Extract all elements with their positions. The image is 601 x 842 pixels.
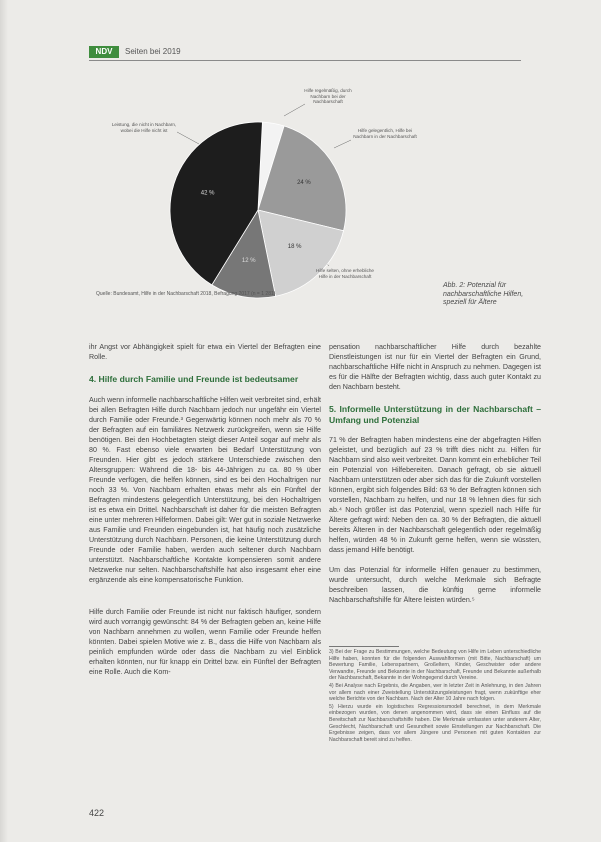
left-column bbox=[89, 342, 321, 677]
section-4-heading: 4. Hilfe durch Familie und Freunde ist bedeutsamer bbox=[89, 374, 299, 384]
figure-source-note: Quelle: Bundesamt, Hilfe in der Nachbarschaft 2018, Befragung 2017 (n = 1 281) bbox=[96, 291, 276, 297]
header-rule bbox=[89, 60, 521, 61]
footnote-4: 4) Bei Analyse nach Ergebnis, die Angaben, wer in letzter Zeit in Anlehnung, in den Jahren vor allem nach einer Zweistellung Unterstützungsleistungen fragt, wenn zukünftige eher welche Berichte von der Nachbarn. Nach der Alter 10 Jahre nach folgen. bbox=[329, 682, 541, 703]
pie-label-bottom-right: Hilfe selten, ohne erhebliche Hilfe in der Nachbarschaft bbox=[316, 268, 374, 279]
pie-label-top-right: Hilfe regelmäßig, durch Nachbarn bei der Nachbarschaft bbox=[304, 88, 352, 105]
pie-value-label-2: 24 % bbox=[297, 179, 311, 186]
right-intro-paragraph: pensation nachbarschaftlicher Hilfe durch bezahlte Dienstleistungen ist nur für ein Viertel der Befragten ein Grund, nachbarschaftliche Hilfe nicht in Anspruch zu nehmen. Dagegen ist es für die Hälfte der Befragten wichtig, dass auch guter Kontakt zu den Nachbarn besteht. bbox=[329, 343, 541, 391]
pie-value-label-3: 18 % bbox=[287, 244, 302, 251]
journal-header-title: Seiten bei 2019 bbox=[125, 47, 181, 56]
section-4-paragraph-1: Auch wenn informelle nachbarschaftliche Hilfen weit verbreitet sind, erhält bei allen Befragten Hilfe durch Nachbarn jedoch nur ungefähr ein Viertel durch Familie oder Freunde.³ Gegenwärtig können noch mehr als 70 % der Befragten auf ein familiäres Netzwerk zurückgreifen, wenn sie Hilfe benötigen. Bei den Hochbetagten steigt dieser Anteil sogar auf mehr als 80 %. Fast ebenso viele erwarten bei Bedarf Unterstützung von Freunden. Hier gibt es jedoch stärkere Unterschiede zwischen den Altersgruppen: Während die 18- bis 44-Jährigen zu ca. 80 % über Freunde verfügen, die helfen können, sind es bei den Hochaltrigen nur noch 33 %. Von Nachbarn erhalten etwas mehr als ein Fünftel der Befragten mindestens gelegentlich Unterstützung, bei den Hochaltrigen ist es etwa ein Drittel. Nachbarschaft ist daher für die meisten Befragten eine unter mehreren Hilfeformen. Dabei gilt: Wer gut in soziale Netzwerke aus Familie und Freunden eingebunden ist, hat häufig noch zusätzliche Unterstützung durch Nachbarn. Personen, die keine Unterstützung durch Freunde oder Familie haben, werden auch seltener durch Nachbarn unterstützt. Nachbarschaftliche Kontakte kompensieren somit andere Netzwerke nur selten. Nachbarschaftshilfe hat also insgesamt eher eine ergänzende als eine kompensatorische Funktion. bbox=[89, 395, 321, 584]
section-5-paragraph-1: 71 % der Befragten haben mindestens eine der abgefragten Hilfen geleistet, und bezüglich auf 23 % trifft dies nicht zu. Hilfen für Nachbarn sind also weit verbreitet. Dann kommt ein erheblicher Teil ein Potenzial von Hilfebereiten. Danach gefragt, ob sie aktuell Nachbarn unterstützen oder aber sich das für die Zukunft vorstellen können, ergibt sich folgendes Bild: 63 % der Befragten können sich vorstellen, Nachbarn zu helfen, und nur 18 % lehnen dies für sich ab.⁴ Noch größer ist das Potenzial, wenn speziell nach Hilfe für Ältere gefragt wird: Neben den ca. 30 % der Befragten, die aktuell bereits Älteren in der Nachbarschaft gelegentlich oder regelmäßig helfen, würden 48 % in Zukunft gerne helfen, wenn sie wüssten, dass jemand Hilfe benötigt. bbox=[329, 436, 541, 554]
pie-value-label-5: 42 % bbox=[200, 190, 215, 197]
figure bbox=[89, 70, 521, 305]
left-intro-paragraph: ihr Angst vor Abhängigkeit spielt für etwa ein Viertel der Befragten eine Rolle. bbox=[89, 343, 321, 361]
section-4-paragraph-2: Hilfe durch Familie oder Freunde ist nicht nur faktisch häufiger, sondern wird auch vorrangig gewünscht: 84 % der Befragten geben an, keine Hilfe von Nachbarn annehmen zu wollen, wenn Familie oder Freunde helfen könnten. Dabei spielen Motive wie z. B., dass die Hilfe von Nachbarn als peinlich empfunden würde oder dass die Nachbarn zu viel Einblick erhalten könnten, nur für knapp ein Drittel bzw. ein Fünftel der Befragten eine Rolle. Auch die Kom- bbox=[89, 607, 321, 676]
footnote-3: 3) Bei der Frage zu Bestimmungen, welche Bedeutung von Hilfe im Leben unterschiedliche Hilfe haben, konnten für die folgenden Auswahlformen (mit Bitte, Nachbarschaft) um Bewertung Familie, Lebenspartnern, Großeltern, Kinder, Geschwister oder andere Verwandte, Freunde und Bekannte in der Nachbarschaft, Freunde und Bekannte außerhalb der Nachbarschaft, Bekannte in der Wohngegend durch Vereine. bbox=[329, 649, 541, 682]
scan-edge bbox=[0, 0, 8, 842]
footnotes bbox=[329, 649, 541, 744]
footnote-5: 5) Hierzu wurde ein logistisches Regressionsmodell berechnet, in dem Merkmale einbezogen wurden, von denen angenommen wird, dass sie einen Einfluss auf die Bereitschaft zur Nachbarschaftshilfe haben. Die Merkmale umfassten unter anderem Alter, Geschlecht, Nachbarschaft und Gesundheit sowie Einstellungen zur Nachbarschaft. Die Ergebnisse zeigen, dass vor allem Jüngere und Personen mit guten Kontakten zur Nachbarschaft bereit sind zu helfen. bbox=[329, 703, 541, 743]
pie-label-left: Leistung, die nicht in Nachbarn, wobei die Hilfe nicht ist bbox=[111, 122, 177, 133]
pie-value-label-4: 12 % bbox=[241, 257, 256, 264]
page-number: 422 bbox=[89, 808, 105, 818]
section-5-heading: 5. Informelle Unterstützung in der Nachbarschaft – Umfang und Potenzial bbox=[329, 404, 541, 425]
figure-caption: Abb. 2: Potenzial für nachbarschaftliche Hilfen, speziell für Ältere bbox=[443, 282, 524, 306]
journal-badge: NDV bbox=[89, 46, 119, 58]
pie-label-right: Hilfe gelegentlich, Hilfe bei Nachbarn in der Nachbarschaft bbox=[353, 128, 417, 139]
footnote-rule bbox=[329, 646, 399, 647]
section-5-paragraph-2: Um das Potenzial für informelle Hilfen genauer zu bestimmen, wurde untersucht, durch welche Merkmale sich Befragte beschreiben lassen, die künftig gerne informelle Nachbarschaftshilfe für Ältere leisten würden.⁵ bbox=[329, 566, 541, 604]
right-column bbox=[329, 342, 541, 605]
pie-chart bbox=[89, 70, 521, 305]
